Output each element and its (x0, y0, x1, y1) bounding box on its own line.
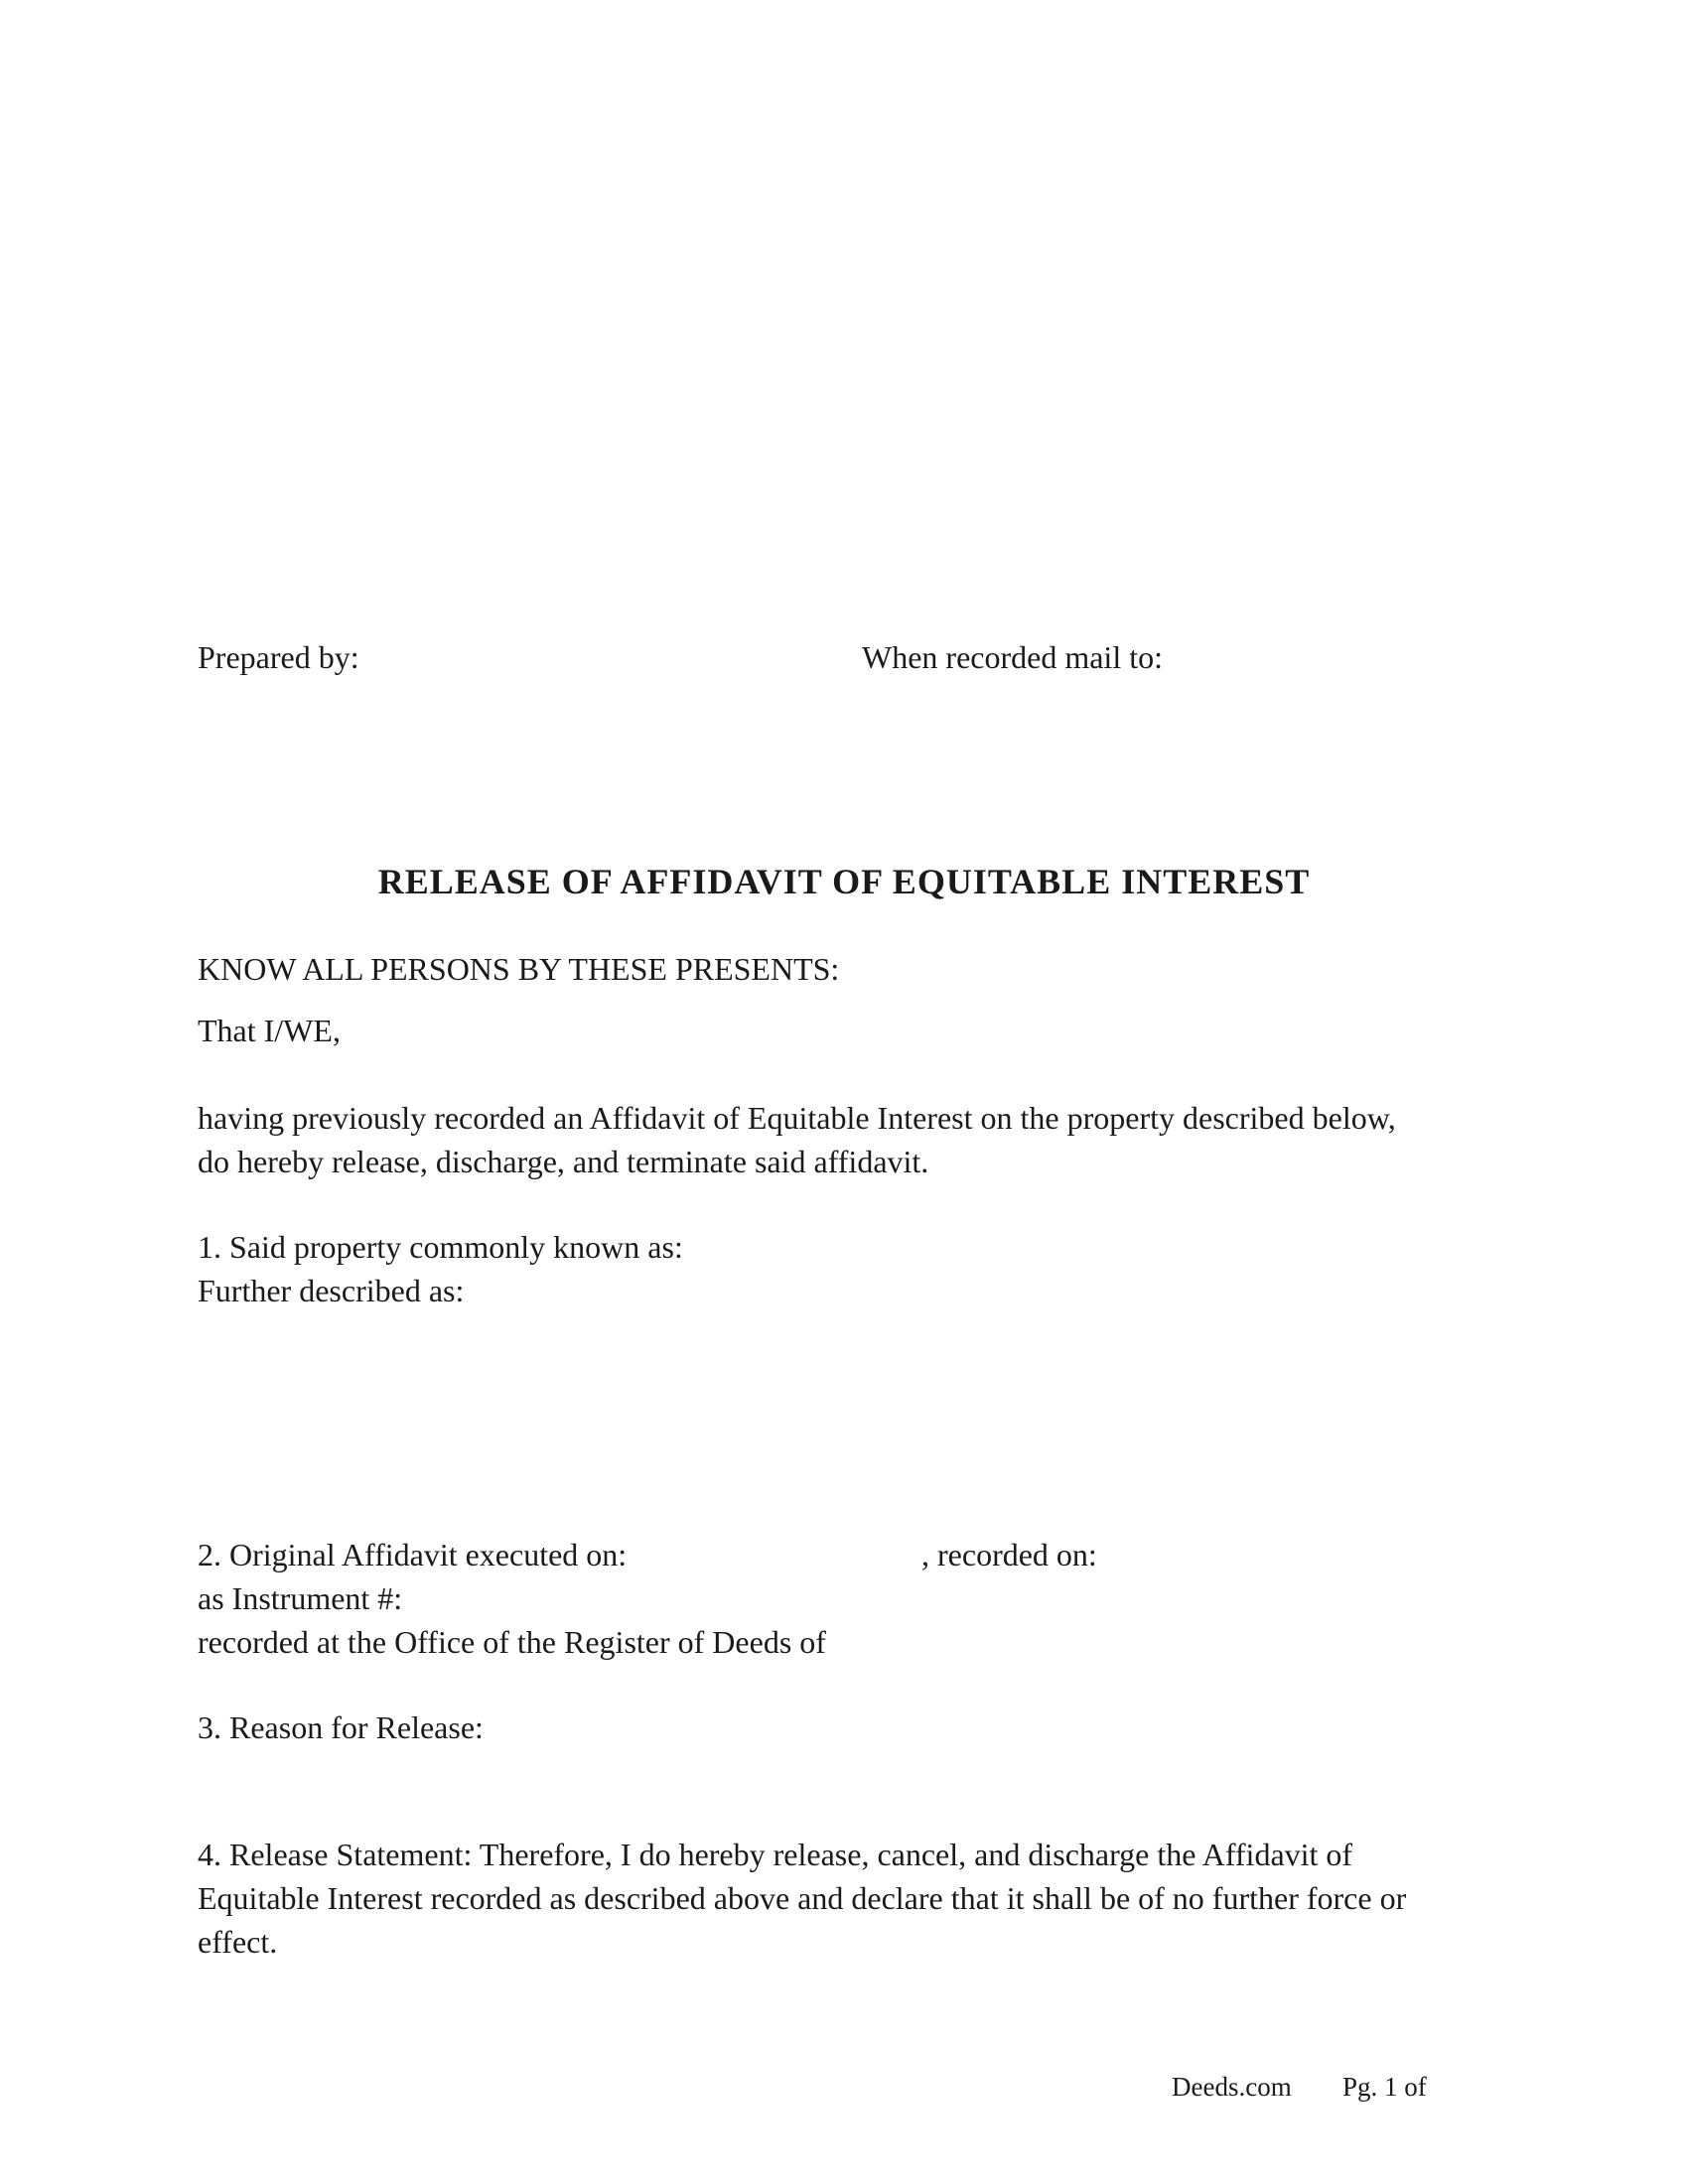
having-previously-line-1: having previously recorded an Affidavit of Equitable Interest on the property described below, (198, 1100, 1396, 1136)
item-1-further-described: Further described as: (198, 1273, 465, 1308)
item-2-executed-on: 2. Original Affidavit executed on: (198, 1537, 628, 1572)
mail-to-label: When recorded mail to: (862, 639, 1163, 675)
item-4-release-statement-line-2: Equitable Interest recorded as described above and declare that it shall be of no further force or (198, 1880, 1407, 1916)
footer-brand: Deeds.com (1172, 2072, 1292, 2102)
item-1-property-known-as: 1. Said property commonly known as: (198, 1229, 683, 1265)
document-title: RELEASE OF AFFIDAVIT OF EQUITABLE INTEREST (377, 862, 1311, 901)
item-4-release-statement-line-3: effect. (198, 1924, 278, 1960)
item-4-release-statement-line-1: 4. Release Statement: Therefore, I do hereby release, cancel, and discharge the Affidavit of (198, 1837, 1353, 1872)
item-2-instrument-number: as Instrument #: (198, 1580, 403, 1616)
item-2-recorded-on: , recorded on: (921, 1537, 1097, 1572)
item-2-register-of-deeds: recorded at the Office of the Register of Deeds of (198, 1624, 826, 1660)
having-previously-line-2: do hereby release, discharge, and terminate said affidavit. (198, 1144, 929, 1179)
know-all-heading: KNOW ALL PERSONS BY THESE PRESENTS: (198, 951, 840, 987)
that-iwe-line: That I/WE, (198, 1013, 341, 1048)
footer-page-number: Pg. 1 of (1342, 2072, 1427, 2102)
prepared-by-label: Prepared by: (198, 639, 359, 675)
item-3-reason-for-release: 3. Reason for Release: (198, 1709, 484, 1745)
